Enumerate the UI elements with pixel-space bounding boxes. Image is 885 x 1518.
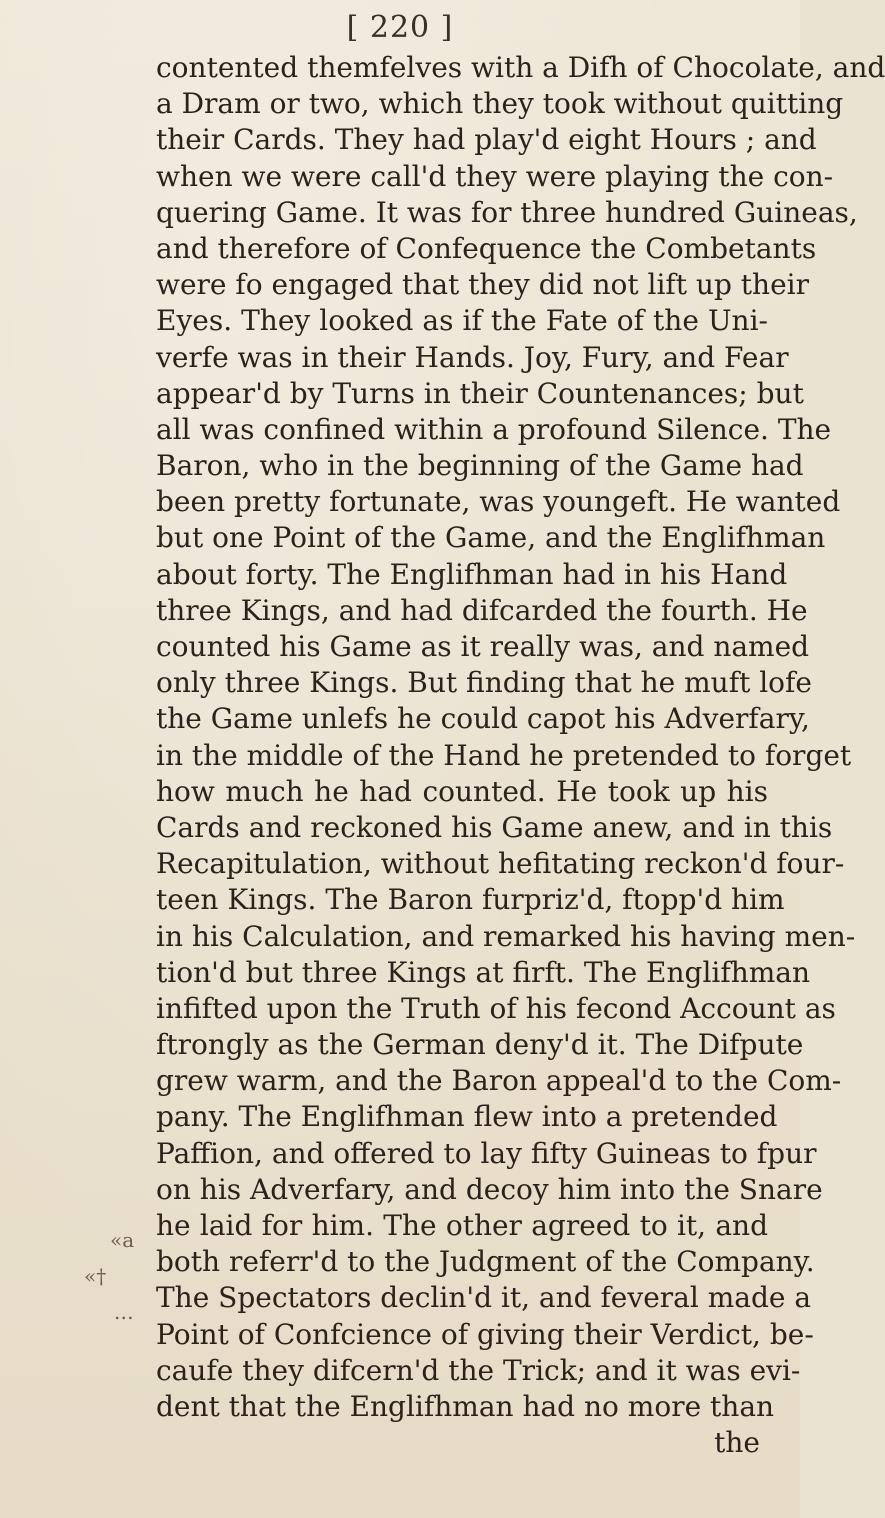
text-line: both referr'd to the Judgment of the Company. bbox=[156, 1245, 815, 1279]
text-line: grew warm, and the Baron appeal'd to the Com- bbox=[156, 1064, 842, 1098]
text-line: quering Game. It was for three hundred Guineas, bbox=[156, 195, 858, 229]
text-line: about forty. The Englifhman had in his Hand bbox=[156, 557, 788, 591]
margin-mark: .‥ bbox=[114, 1300, 134, 1324]
text-line: were fo engaged that they did not lift up their bbox=[156, 268, 809, 302]
margin-mark: «† bbox=[84, 1264, 107, 1288]
text-line: Cards and reckoned his Game anew, and in this bbox=[156, 810, 833, 844]
body-text bbox=[156, 50, 885, 1461]
text-line: he laid for him. The other agreed to it, and bbox=[156, 1209, 768, 1242]
text-line: on his Adverfary, and decoy him into the Snare bbox=[156, 1172, 823, 1206]
text-line: but one Point of the Game, and the Englifhman bbox=[156, 521, 826, 555]
text-line: caufe they difcern'd the Trick; and it was evi- bbox=[156, 1353, 801, 1387]
margin-mark: «a bbox=[110, 1228, 135, 1252]
text-line: tion'd but three Kings at firft. The Englifhman bbox=[156, 955, 811, 989]
text-line: contented themfelves with a Difh of Chocolate, and bbox=[156, 51, 885, 84]
page-number: [ 220 ] bbox=[346, 10, 454, 45]
text-line: all was confined within a profound Silence. The bbox=[156, 412, 832, 446]
text-line: Baron, who in the beginning of the Game had bbox=[156, 449, 804, 483]
text-line: pany. The Englifhman flew into a pretended bbox=[156, 1100, 778, 1134]
text-line: Paffion, and offered to lay fifty Guineas to fpur bbox=[156, 1136, 817, 1170]
text-line: when we were call'd they were playing the con- bbox=[156, 159, 834, 193]
text-line: ftrongly as the German deny'd it. The Difpute bbox=[156, 1028, 804, 1062]
text-line: teen Kings. The Baron furpriz'd, ftopp'd him bbox=[156, 883, 785, 917]
text-line: in his Calculation, and remarked his having men- bbox=[156, 919, 856, 953]
text-line: counted his Game as it really was, and named bbox=[156, 630, 810, 663]
text-line: the Game unlefs he could capot his Adverfary, bbox=[156, 702, 810, 736]
text-line: three Kings, and had difcarded the fourth. He bbox=[156, 593, 808, 627]
text-line: in the middle of the Hand he pretended to forget bbox=[156, 738, 852, 772]
text-line: been pretty fortunate, was youngeft. He wanted bbox=[156, 485, 841, 519]
text-line: how much he had counted. He took up his bbox=[156, 774, 768, 808]
text-line: verfe was in their Hands. Joy, Fury, and Fear bbox=[156, 340, 789, 374]
text-line: infifted upon the Truth of his fecond Account as bbox=[156, 991, 836, 1025]
text-line: Recapitulation, without hefitating reckon'd four- bbox=[156, 847, 845, 881]
margin-annotations bbox=[14, 1228, 144, 1338]
text-line: dent that the Englifhman had no more than bbox=[156, 1389, 775, 1423]
text-line: their Cards. They had play'd eight Hours ; and bbox=[156, 123, 817, 157]
text-line: only three Kings. But finding that he muft lofe bbox=[156, 666, 812, 700]
text-line: Eyes. They looked as if the Fate of the Uni- bbox=[156, 304, 768, 338]
text-line: appear'd by Turns in their Countenances; but bbox=[156, 376, 804, 410]
text-line: and therefore of Confequence the Combetants bbox=[156, 231, 817, 265]
text-line: The Spectators declin'd it, and feveral made a bbox=[156, 1281, 812, 1315]
text-line: a Dram or two, which they took without quitting bbox=[156, 87, 844, 121]
text-line: Point of Confcience of giving their Verdict, be- bbox=[156, 1317, 814, 1351]
catchword: the bbox=[714, 1426, 760, 1460]
